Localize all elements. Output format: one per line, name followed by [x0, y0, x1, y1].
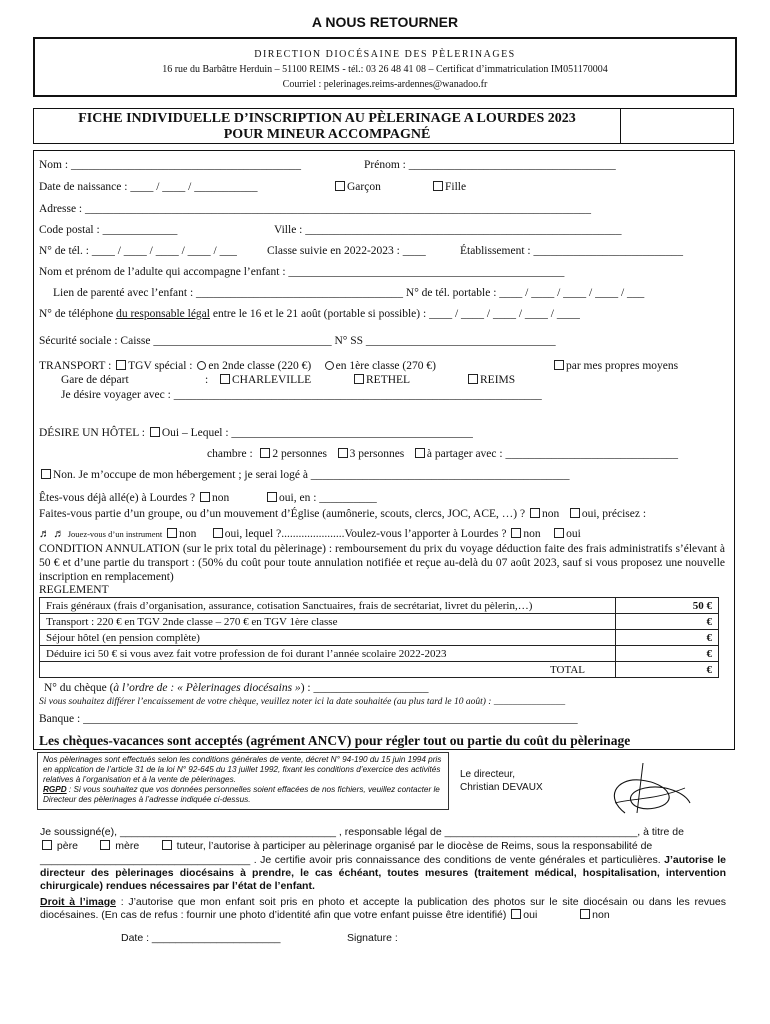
ville-field[interactable]: Ville : _______________________________________________________	[274, 224, 622, 236]
groupe-non-label: non	[541, 508, 560, 520]
nom-field[interactable]: Nom : ________________________________________	[39, 159, 301, 171]
telephone-field[interactable]: N° de tél. : ____ / ____ / ____ / ____ / ___	[39, 245, 237, 257]
prenom-field[interactable]: Prénom : ____________________________________	[364, 159, 616, 171]
gare-rethel[interactable]	[352, 374, 410, 386]
rgpd-text: : Si vous souhaitez que vos données personnelles soient effacées de nos fichiers, veuillez contacter le Directeur des pèlerinages à l’adresse indiquée ci-dessus.	[43, 785, 440, 804]
table-row	[40, 614, 719, 630]
fee-value[interactable]: 50 €	[616, 598, 719, 614]
lourdes-deja-label: Êtes-vous déjà allé(e) à Lourdes ?	[39, 492, 196, 504]
gare-charleville[interactable]	[218, 374, 311, 386]
apporter-oui-checkbox[interactable]	[554, 528, 564, 538]
adresse-field[interactable]: Adresse : ________________________________________________________________________________________	[39, 203, 591, 215]
reglement-heading: REGLEMENT	[39, 584, 109, 596]
hotel-oui-field[interactable]: Oui – Lequel : __________________________________________	[161, 427, 473, 439]
lourdes-deja-row	[39, 492, 377, 504]
image-oui-label: oui	[523, 909, 538, 921]
gare-reims[interactable]	[466, 374, 515, 386]
instrument-label: Jouez-vous d’un instrument	[67, 529, 163, 539]
transport-row	[39, 360, 436, 372]
hotel-oui-checkbox[interactable]	[150, 427, 160, 437]
fee-label: Séjour hôtel (en pension complète)	[40, 630, 616, 646]
signature-field[interactable]: Signature :	[347, 932, 398, 944]
direction-email: Courriel : pelerinages.reims-ardennes@wanadoo.fr	[282, 79, 488, 90]
securite-sociale-field[interactable]: Sécurité sociale : Caisse _______________________________ N° SS _________________________________	[39, 335, 556, 347]
consent-role-row	[40, 840, 726, 853]
voyager-avec-field[interactable]: Je désire voyager avec : ________________________________________________________________	[61, 389, 542, 401]
mere-checkbox[interactable]	[100, 840, 110, 850]
groupe-non-checkbox[interactable]	[530, 508, 540, 518]
pere-label: père	[56, 840, 78, 852]
charleville-checkbox[interactable]	[220, 374, 230, 384]
transport-label: TRANSPORT :	[39, 360, 112, 372]
image-non-label: non	[592, 909, 610, 921]
form-title-side-box	[619, 108, 734, 144]
tuteur-checkbox[interactable]	[162, 840, 172, 850]
apporter-non-label: non	[523, 528, 541, 540]
table-row	[40, 646, 719, 662]
consent-medical: J’autorise le directeur des pèlerinages diocésains à prendre, le cas échéant, toutes mesures (traitement médical, hospitalisation, intervention chirurgicale) rendues nécessaires par l’état de l’enfant.	[40, 854, 726, 892]
etablissement-field[interactable]: Établissement : __________________________	[460, 245, 683, 257]
cheque-label: N° du chèque (	[44, 682, 114, 694]
cheque-order: à l’ordre de : « Pèlerinages diocésains »	[113, 682, 301, 694]
table-row	[40, 598, 719, 614]
fille-label: Fille	[445, 181, 467, 193]
consent-certify[interactable]: ____________________________________ . Je certifie avoir pris connaissance des conditions de vente générales et particulières.	[40, 854, 665, 866]
chambre2-checkbox[interactable]	[260, 448, 270, 458]
fille-option[interactable]	[431, 181, 466, 193]
annulation-conditions: CONDITION ANNULATION (sur le prix total du pèlerinage) : remboursement du prix du voyage déduction faite des frais administratifs s’élevant à 50 € et d’une partie du transport : (50% du coût pour toute annulation notifiée et reçue au-delà du 07 août 2023, sauf si vous proposez une nouvelle inscription en remplacement)	[39, 543, 725, 583]
groupe-oui-checkbox[interactable]	[570, 508, 580, 518]
groupe-row	[39, 508, 646, 520]
apporter-oui-label: oui	[566, 528, 581, 540]
legal-notice-box	[37, 752, 449, 810]
groupe-oui-field[interactable]: oui, précisez :	[581, 508, 647, 520]
form-title-line1: FICHE INDIVIDUELLE D’INSCRIPTION AU PÈLERINAGE A LOURDES 2023	[78, 111, 576, 126]
classe1-label: en 1ère classe (270 €)	[335, 360, 436, 372]
fee-label: Transport : 220 € en TGV 2nde classe – 270 € en TGV 1ère classe	[40, 614, 616, 630]
chambre3-checkbox[interactable]	[338, 448, 348, 458]
table-row	[40, 662, 719, 678]
director-title: Le directeur,	[460, 769, 516, 780]
droit-image-label: Droit à l’image	[40, 896, 116, 908]
total-value[interactable]: €	[616, 662, 719, 678]
droit-image	[40, 896, 726, 922]
instrument-non-label: non	[179, 528, 197, 540]
fees-table	[39, 597, 719, 678]
classe-field[interactable]: Classe suivie en 2022-2023 : ____	[267, 245, 426, 257]
tel-responsable-blanks: entre le 16 et le 21 août (portable si possible) : ____ / ____ / ____ / ____ / ____	[209, 308, 580, 320]
chambre2-label: 2 personnes	[272, 448, 328, 460]
tgv-label: TGV spécial :	[128, 360, 193, 372]
mere-label: mère	[115, 840, 140, 852]
tgv-checkbox[interactable]	[116, 360, 126, 370]
hotel-row	[39, 427, 473, 439]
hotel-label: DÉSIRE UN HÔTEL :	[39, 427, 145, 439]
consent-line1[interactable]: Je soussigné(e), _____________________________________ , responsable légal de _________________________________, à titre de	[40, 826, 684, 838]
fee-value[interactable]: €	[616, 614, 719, 630]
lourdes-oui-field[interactable]: oui, en : __________	[279, 492, 377, 504]
tuteur-text: tuteur, l’autorise à participer au pèlerinage organisé par le diocèse de Reims, sous la responsabilité de	[176, 840, 653, 852]
rgpd-label: RGPD	[43, 785, 67, 794]
reims-label: REIMS	[480, 374, 516, 386]
garcon-option[interactable]	[333, 181, 381, 193]
charleville-label: CHARLEVILLE	[232, 374, 312, 386]
adulte-field[interactable]: Nom et prénom de l’adulte qui accompagne l’enfant : ________________________________________________	[39, 266, 565, 278]
form-title-box	[33, 108, 621, 144]
director-signature	[585, 758, 700, 818]
classe2-label: en 2nde classe (220 €)	[208, 360, 312, 372]
propres-moyens-label: par mes propres moyens	[566, 360, 679, 372]
droit-image-text: : J’autorise que mon enfant soit pris en photo et accepte la publication des photos sur le site diocésain ou dans les revues diocésaines. (En cas de refus : fournir une photo d’identité afin que votre enfant puisse être identifié)	[40, 896, 726, 921]
chambre-row	[207, 448, 678, 460]
hebergement-non-checkbox[interactable]	[41, 469, 51, 479]
legal-conditions: Nos pèlerinages sont effectués selon les conditions générales de vente, décret N° 94-190 du 15 juin 1994 pris en application de l’article 31 de la loi N° 92-645 du 13 juillet 1992, fixant les conditions d’exercice des activités relatives à l’organisation et à la vente de pèlerinages.	[43, 755, 442, 784]
fee-value[interactable]: €	[616, 646, 719, 662]
tel-responsable-field[interactable]	[39, 308, 580, 320]
direction-address: 16 rue du Barbâtre Herduin – 51100 REIMS - tél.: 03 26 48 41 08 – Certificat d’immatriculation IM051170004	[162, 64, 608, 75]
ancv-notice: Les chèques-vacances sont acceptés (agrément ANCV) pour régler tout ou partie du coût du pèlerinage	[39, 733, 631, 748]
code-postal-field[interactable]: Code postal : _____________	[39, 224, 178, 236]
fee-label: Frais généraux (frais d’organisation, assurance, cotisation Sanctuaires, frais de secrétariat, livret du pèlerin,…)	[40, 598, 616, 614]
banque-field[interactable]: Banque : ______________________________________________________________________________________	[39, 713, 578, 725]
consent-authorization	[40, 854, 726, 893]
chambre3-label: 3 personnes	[349, 448, 405, 460]
garcon-label: Garçon	[347, 181, 381, 193]
propres-moyens-checkbox[interactable]	[554, 360, 564, 370]
instrument-oui-checkbox[interactable]	[213, 528, 223, 538]
lourdes-non-label: non	[212, 492, 230, 504]
classe1-radio[interactable]	[325, 361, 334, 370]
fille-checkbox[interactable]	[433, 181, 443, 191]
responsable-legal-label: du responsable légal	[116, 308, 210, 320]
rethel-label: RETHEL	[366, 374, 411, 386]
birthdate-field[interactable]: Date de naissance : ____ / ____ / ___________	[39, 181, 258, 193]
table-row	[40, 630, 719, 646]
cheque-number-field[interactable]	[44, 682, 428, 694]
partager-checkbox[interactable]	[415, 448, 425, 458]
cheque-differer-field[interactable]: Si vous souhaitez différer l’encaissement de votre chèque, veuillez noter ici la date souhaitée (au plus tard le 10 août) : _______________	[39, 697, 566, 707]
director-name: Christian DEVAUX	[460, 782, 543, 793]
gare-separator: :	[205, 374, 209, 386]
instrument-oui-field[interactable]: oui, lequel ?......................Voulez-vous l’apporter à Lourdes ?	[224, 528, 507, 540]
instrument-non-checkbox[interactable]	[167, 528, 177, 538]
partager-field[interactable]: à partager avec : ______________________________	[426, 448, 678, 460]
gare-label: Gare de départ	[61, 374, 129, 386]
date-field[interactable]: Date : ______________________	[121, 932, 281, 944]
direction-box	[33, 37, 737, 97]
groupe-label: Faites-vous partie d’un groupe, ou d’un mouvement d’Église (aumônerie, scouts, clercs, JOC, ACE, …) ?	[39, 508, 526, 520]
image-non-checkbox[interactable]	[580, 909, 590, 919]
apporter-non-checkbox[interactable]	[511, 528, 521, 538]
pere-checkbox[interactable]	[42, 840, 52, 850]
form-title-line2: POUR MINEUR ACCOMPAGNÉ	[223, 127, 431, 142]
instrument-row	[39, 528, 581, 540]
propres-moyens-option[interactable]	[552, 360, 678, 372]
tel-responsable-label: N° de téléphone	[39, 308, 117, 320]
hebergement-non-field[interactable]: Non. Je m’occupe de mon hébergement ; je serai logé à _____________________________________________	[53, 469, 570, 481]
music-notes-icon: ♬ ♬	[39, 528, 65, 540]
director-block	[460, 768, 543, 794]
fee-label: Déduire ici 50 € si vous avez fait votre profession de foi durant l’année scolaire 2022-2023	[40, 646, 616, 662]
chambre-label: chambre :	[207, 448, 253, 460]
rethel-checkbox[interactable]	[354, 374, 364, 384]
fee-value[interactable]: €	[616, 630, 719, 646]
lourdes-oui-checkbox[interactable]	[267, 492, 277, 502]
classe2-radio[interactable]	[197, 361, 206, 370]
garcon-checkbox[interactable]	[335, 181, 345, 191]
parente-field[interactable]: Lien de parenté avec l’enfant : ____________________________________ N° de tél. portable : ____ / ____ / ____ / ____ / ___	[53, 287, 645, 299]
total-label: TOTAL	[40, 662, 616, 678]
page-title: A NOUS RETOURNER	[311, 14, 459, 30]
lourdes-non-checkbox[interactable]	[200, 492, 210, 502]
reims-checkbox[interactable]	[468, 374, 478, 384]
cheque-blank: ) : ____________________	[300, 682, 429, 694]
hebergement-row	[39, 469, 570, 481]
image-oui-checkbox[interactable]	[511, 909, 521, 919]
direction-title: DIRECTION DIOCÉSAINE DES PÈLERINAGES	[254, 49, 516, 60]
